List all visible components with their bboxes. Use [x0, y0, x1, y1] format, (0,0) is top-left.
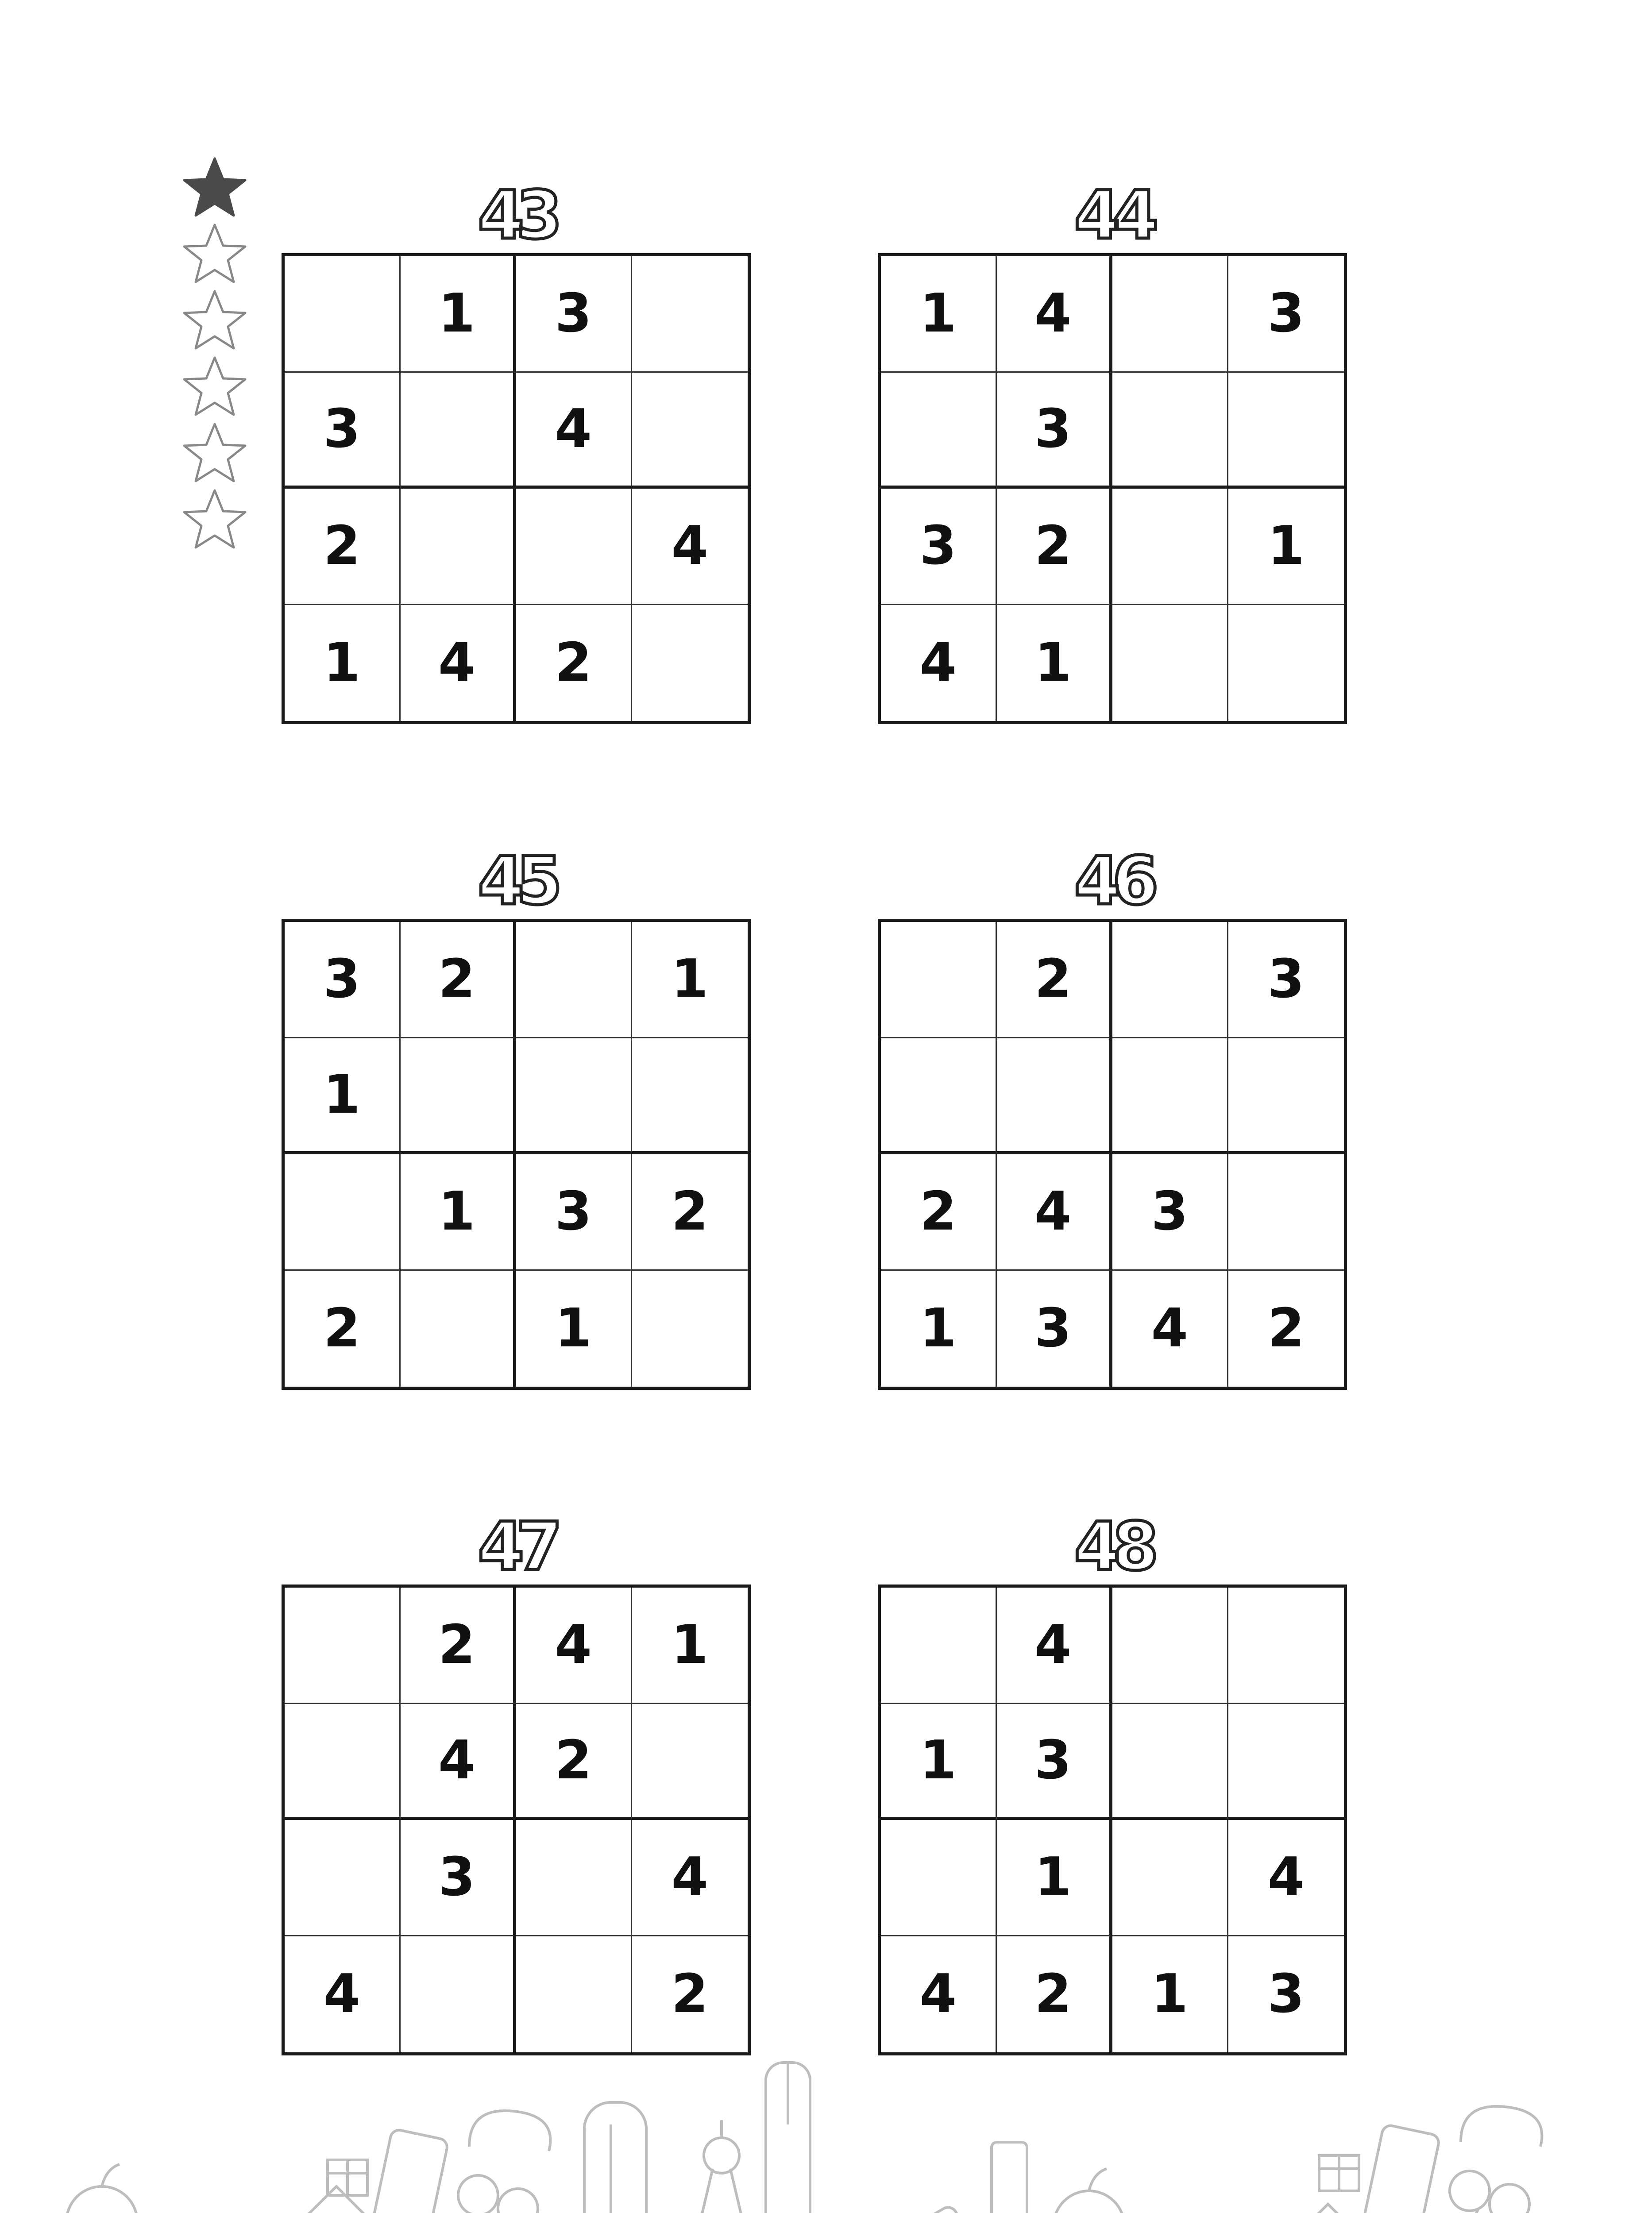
sudoku-grid — [878, 253, 1347, 724]
eraser-icon — [370, 2128, 448, 2213]
grid-cell[interactable]: 3 — [401, 1820, 517, 1936]
star-outline-icon — [181, 288, 248, 354]
grid-cell[interactable] — [401, 489, 517, 605]
grid-cell[interactable] — [1112, 489, 1228, 605]
grid-cell[interactable] — [1228, 1038, 1344, 1155]
eraser-icon — [1362, 2124, 1440, 2213]
sudoku-grid — [878, 1585, 1347, 2055]
grid-cell[interactable]: 3 — [1112, 1154, 1228, 1271]
star-outline-icon — [181, 354, 248, 420]
scissors-icon — [443, 2175, 538, 2213]
grid-cell[interactable] — [881, 1038, 997, 1155]
grid-cell[interactable]: 3 — [516, 1154, 632, 1271]
grid-cell[interactable] — [1228, 1704, 1344, 1820]
scissors-icon — [1434, 2171, 1529, 2213]
grid-cell[interactable]: 3 — [881, 489, 997, 605]
compass-icon — [682, 2120, 761, 2213]
grid-cell[interactable] — [632, 256, 748, 373]
sudoku-grid — [282, 919, 751, 1390]
grid-cell[interactable] — [516, 1038, 632, 1155]
grid-cell[interactable] — [1112, 605, 1228, 721]
grid-cell[interactable] — [632, 1704, 748, 1820]
grid-cell[interactable] — [401, 1038, 517, 1155]
apple-icon — [66, 2164, 137, 2213]
grid-cell[interactable]: 1 — [401, 1154, 517, 1271]
grid-cell[interactable]: 2 — [632, 1154, 748, 1271]
puzzle-number: 45 — [478, 843, 555, 920]
star-outline-icon — [181, 221, 248, 288]
grid-cell[interactable]: 4 — [516, 1588, 632, 1704]
grid-cell[interactable]: 3 — [1267, 1963, 1305, 2025]
grid-cell[interactable] — [285, 1820, 401, 1936]
grid-cell[interactable]: 1 — [632, 1588, 748, 1704]
grid-cell[interactable]: 1 — [997, 1820, 1113, 1936]
grid-cell[interactable] — [1228, 1154, 1344, 1271]
grid-cell[interactable] — [881, 1820, 997, 1936]
grid-cell[interactable] — [881, 373, 997, 489]
grid-cell[interactable] — [632, 1271, 748, 1387]
ruler-icon — [221, 2186, 1372, 2213]
glue-stick-icon — [992, 2142, 1027, 2213]
grid-cell[interactable]: 3 — [285, 373, 401, 489]
grid-cell[interactable]: 1 — [285, 1038, 401, 1155]
grid-cell[interactable]: 3 — [516, 256, 632, 373]
puzzle-number: 48 — [1074, 1508, 1151, 1585]
grid-cell[interactable] — [1112, 922, 1228, 1038]
grid-cell[interactable]: 4 — [401, 605, 517, 721]
puzzle-number: 43 — [478, 177, 555, 254]
grid-cell[interactable]: 3 — [997, 1271, 1113, 1387]
puzzle-number: 44 — [1074, 177, 1151, 254]
grid-cell[interactable]: 1 — [401, 256, 517, 373]
grid-cell[interactable]: 3 — [1228, 256, 1344, 373]
sharpener-icon — [875, 2204, 984, 2213]
grid-cell[interactable]: 1 — [881, 1704, 997, 1820]
sudoku-grid — [878, 919, 1347, 1390]
sudoku-grid — [282, 1585, 751, 2055]
grid-cell[interactable]: 4 — [516, 373, 632, 489]
grid-cell[interactable]: 1 — [1112, 1936, 1228, 2053]
grid-cell[interactable] — [285, 256, 401, 373]
grid-cell[interactable]: 2 — [285, 489, 401, 605]
grid-cell[interactable]: 2 — [516, 605, 632, 721]
grid-cell[interactable]: 1 — [285, 605, 401, 721]
grid-cell[interactable]: 4 — [881, 1936, 997, 2053]
grid-cell[interactable] — [632, 373, 748, 489]
grid-cell[interactable]: 4 — [632, 1820, 748, 1936]
grid-cell[interactable] — [285, 1588, 401, 1704]
star-outline-icon — [181, 487, 248, 553]
grid-cell[interactable] — [1112, 1588, 1228, 1704]
grid-cell[interactable]: 2 — [881, 1154, 997, 1271]
paperclip-icon — [469, 2111, 550, 2151]
grid-cell[interactable] — [516, 1820, 632, 1936]
grid-cell[interactable] — [997, 1038, 1113, 1155]
grid-cell[interactable]: 3 — [997, 1704, 1113, 1820]
grid-cell[interactable]: 2 — [285, 1271, 401, 1387]
grid-cell[interactable]: 2 — [1267, 1298, 1305, 1360]
grid-cell[interactable] — [516, 922, 632, 1038]
star-filled-icon — [181, 155, 248, 221]
star-outline-icon — [181, 420, 248, 487]
grid-cell[interactable] — [1228, 605, 1344, 721]
grid-cell[interactable]: 2 — [671, 1963, 708, 2025]
grid-cell[interactable] — [401, 373, 517, 489]
paperclip-icon — [1461, 2106, 1542, 2147]
grid-cell[interactable]: 3 — [1228, 922, 1344, 1038]
grid-cell[interactable] — [1112, 1820, 1228, 1936]
school-supplies-decoration — [0, 2036, 1652, 2213]
grid-cell[interactable]: 3 — [285, 922, 401, 1038]
grid-cell[interactable]: 1 — [997, 605, 1113, 721]
gift-icon — [1319, 2155, 1359, 2191]
grid-cell[interactable]: 4 — [285, 1936, 401, 2053]
grid-cell[interactable] — [1112, 373, 1228, 489]
grid-cell[interactable] — [1228, 1588, 1344, 1704]
grid-cell[interactable]: 2 — [516, 1704, 632, 1820]
grid-cell[interactable]: 1 — [881, 1271, 997, 1387]
grid-cell[interactable]: 4 — [997, 1588, 1113, 1704]
grid-cell[interactable] — [881, 922, 997, 1038]
grid-cell[interactable]: 2 — [997, 922, 1113, 1038]
puzzle-number: 46 — [1074, 843, 1151, 920]
grid-cell[interactable]: 2 — [401, 1588, 517, 1704]
grid-cell[interactable]: 2 — [401, 922, 517, 1038]
grid-cell[interactable]: 4 — [1228, 1820, 1344, 1936]
pen-icon — [766, 2063, 810, 2213]
grid-cell[interactable] — [516, 489, 632, 605]
grid-cell[interactable] — [1112, 256, 1228, 373]
puzzle-number: 47 — [478, 1508, 555, 1585]
grid-cell[interactable]: 2 — [997, 489, 1113, 605]
grid-cell[interactable]: 4 — [881, 605, 997, 721]
grid-cell[interactable] — [1228, 373, 1344, 489]
grid-cell[interactable] — [1112, 1038, 1228, 1155]
difficulty-rating — [181, 155, 252, 553]
grid-cell[interactable] — [285, 1154, 401, 1271]
grid-cell[interactable]: 1 — [516, 1271, 632, 1387]
grid-cell[interactable] — [285, 1704, 401, 1820]
grid-cell[interactable]: 1 — [881, 256, 997, 373]
apple-icon — [1054, 2169, 1124, 2213]
grid-cell[interactable]: 4 — [997, 256, 1113, 373]
grid-cell[interactable]: 2 — [997, 1936, 1113, 2053]
grid-cell[interactable] — [516, 1936, 632, 2053]
grid-cell[interactable]: 4 — [632, 489, 748, 605]
grid-cell[interactable]: 1 — [632, 922, 748, 1038]
grid-cell[interactable] — [401, 1271, 517, 1387]
grid-cell[interactable]: 4 — [997, 1154, 1113, 1271]
grid-cell[interactable]: 4 — [1112, 1271, 1228, 1387]
grid-cell[interactable]: 4 — [401, 1704, 517, 1820]
grid-cell[interactable]: 1 — [1228, 489, 1344, 605]
sudoku-grid — [282, 253, 751, 724]
grid-cell[interactable] — [401, 1936, 517, 2053]
grid-cell[interactable] — [632, 1038, 748, 1155]
grid-cell[interactable] — [881, 1588, 997, 1704]
grid-cell[interactable] — [1112, 1704, 1228, 1820]
ruler-icon — [584, 2102, 646, 2213]
grid-cell[interactable] — [632, 605, 748, 721]
grid-cell[interactable]: 3 — [997, 373, 1113, 489]
